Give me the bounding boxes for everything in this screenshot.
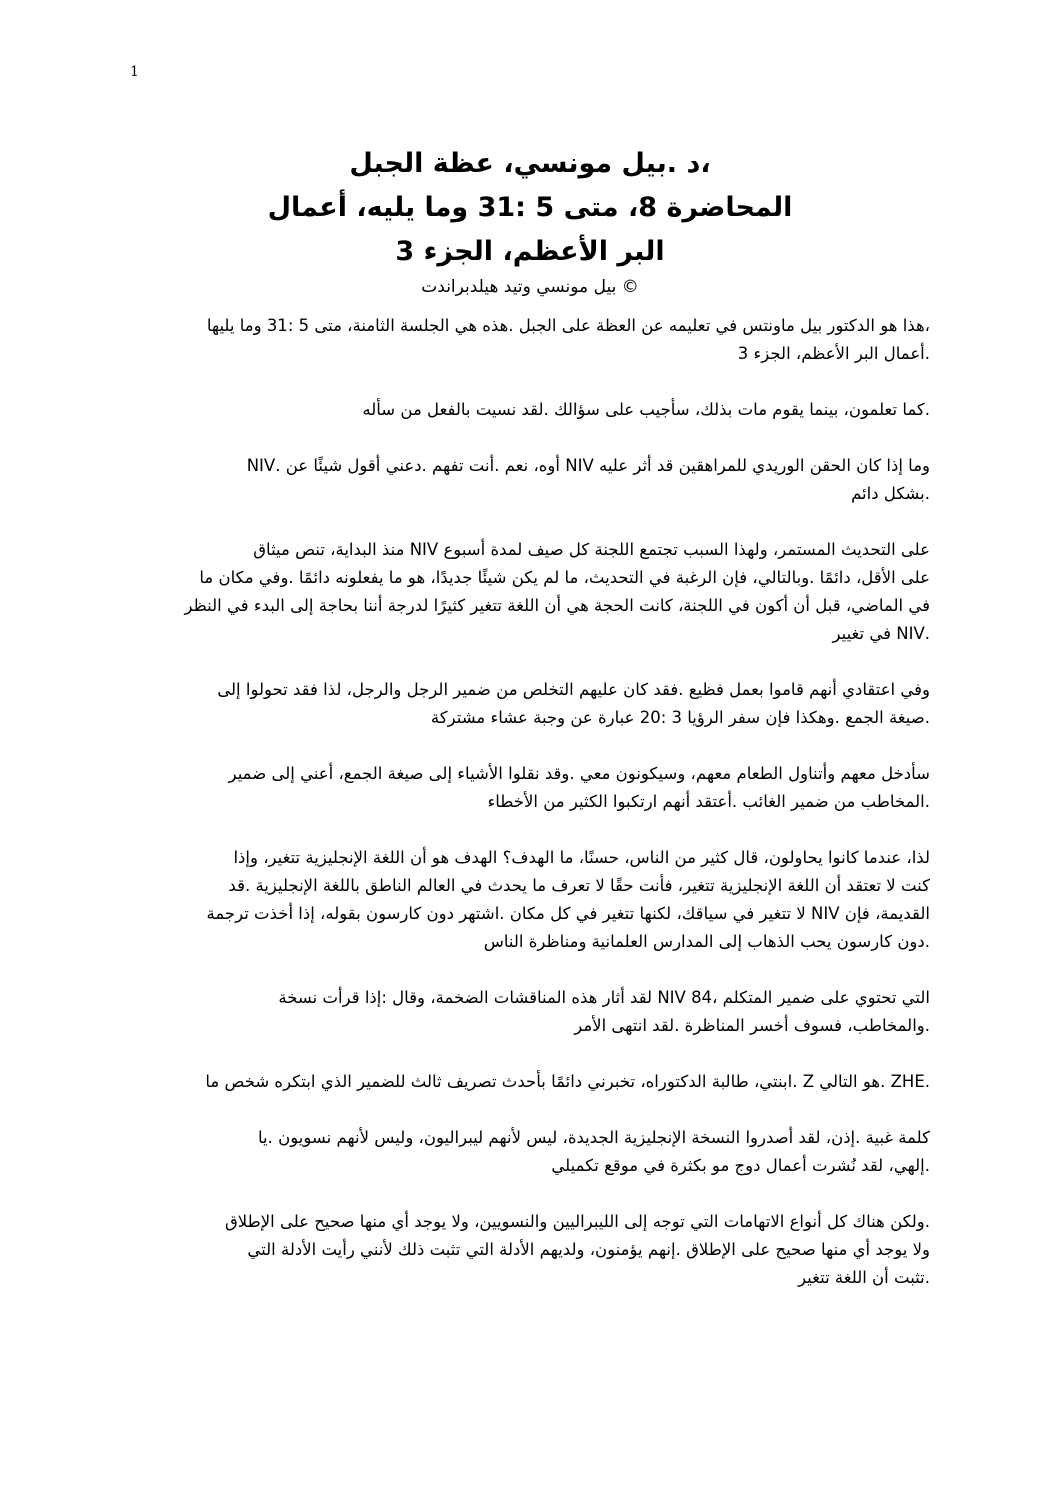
paragraph — [130, 396, 930, 424]
paragraph-line: التي تحتوي على ضمير المتكلم ،84 NIV لقد أثار هذه المناقشات الضخمة، وقال :إذا قرأت نسخة — [278, 988, 930, 1007]
title-line-2: المحاضرة 8، متى 5 :31 وما يليه، أعمال — [267, 192, 793, 223]
paragraph-line: .كما تعلمون، بينما يقوم مات بذلك، سأجيب على سؤالك .لقد نسيت بالفعل من سأله — [362, 400, 930, 419]
paragraph-line: لذا، عندما كانوا يحاولون، قال كثير من الناس، حسنًا، ما الهدف؟ الهدف هو أن اللغة الإنجليزية تتغير، وإذا — [233, 848, 930, 867]
paragraph-line: وفي اعتقادي أنهم قاموا بعمل فظيع .فقد كان عليهم التخلص من ضمير الرجل والرجل، لذا فقد تحولوا إلى — [217, 680, 930, 699]
paragraph — [130, 844, 930, 956]
paragraph — [130, 536, 930, 648]
paragraph-line: ولا يوجد أي منها صحيح على الإطلاق .إنهم يؤمنون، ولديهم الأدلة التي تثبت ذلك لأنني رأيت الأدلة التي — [247, 1240, 930, 1259]
paragraph — [130, 1068, 930, 1096]
paragraph-line: كنت لا تعتقد أن اللغة الإنجليزية تتغير، فأنت حقًا لا تعرف ما يحدث في العالم الناطق باللغة الإنجليزية .قد — [228, 876, 930, 895]
paragraph-line: .والمخاطب، فسوف أخسر المناظرة .لقد انتهى الأمر — [574, 1016, 930, 1035]
document-body — [130, 312, 930, 1320]
paragraph — [130, 452, 930, 508]
document-title — [120, 142, 940, 300]
paragraph-line: .دون كارسون يحب الذهاب إلى المدارس العلمانية ومناظرة الناس — [483, 932, 930, 951]
paragraph-line: ،هذا هو الدكتور بيل ماونتس في تعليمه عن العظة على الجبل .هذه هي الجلسة الثامنة، متى 5 :31 وما يليها — [206, 316, 930, 335]
page-number: 1 — [130, 64, 139, 80]
paragraph-line: .المخاطب من ضمير الغائب .أعتقد أنهم ارتكبوا الكثير من الأخطاء — [487, 792, 930, 811]
paragraph-line: في الماضي، قبل أن أكون في اللجنة، كانت الحجة هي أن اللغة تتغير كثيرًا لدرجة أننا بحاجة إلى البدء في النظر — [184, 596, 930, 615]
paragraph-line: على الأقل، دائمًا .وبالتالي، فإن الرغبة في التحديث، ما لم يكن شيئًا جديدًا، هو ما يفعلونه دائمًا .وفي مكان ما — [199, 568, 930, 587]
paragraph-line: .بشكل دائم — [851, 484, 930, 503]
paragraph-line: .صيغة الجمع .وهكذا فإن سفر الرؤيا 3 :20 عبارة عن وجبة عشاء مشتركة — [430, 708, 930, 727]
paragraph-line: .NIV في تغيير — [832, 624, 930, 643]
title-line-1: ،د .بيل مونسي، عظة الجبل — [349, 148, 711, 179]
paragraph-line: .إلهي، لقد نُشرت أعمال دوج مو بكثرة في موقع تكميلي — [551, 1156, 930, 1175]
copyright-subtitle: © بيل مونسي وتيد هيلدبراندت — [421, 277, 639, 297]
paragraph-line: .ZHE .هو التالي Z .ابنتي، طالبة الدكتوراه، تخبرني دائمًا بأحدث تصريف ثالث للضمير الذي ابتكره شخص ما — [205, 1072, 930, 1091]
paragraph-line: .أعمال البر الأعظم، الجزء 3 — [737, 344, 930, 363]
paragraph — [130, 312, 930, 368]
paragraph — [130, 984, 930, 1040]
paragraph-line: سأدخل معهم وأتناول الطعام معهم، وسيكونون معي .وقد نقلوا الأشياء إلى صيغة الجمع، أعني إلى ضمير — [228, 764, 930, 783]
paragraph-line: وما إذا كان الحقن الوريدي للمراهقين قد أثر عليه NIV أوه، نعم .أنت تفهم .دعني أقول شيئًا عن .NIV — [246, 456, 930, 475]
title-line-3: البر الأعظم، الجزء 3 — [395, 236, 665, 267]
paragraph — [130, 1124, 930, 1180]
paragraph-line: القديمة، فإن NIV لا تتغير في سياقك، لكنها تتغير في كل مكان .اشتهر دون كارسون بقوله، إذا أخذت ترجمة — [206, 904, 930, 923]
paragraph — [130, 760, 930, 816]
paragraph-line: كلمة غبية .إذن، لقد أصدروا النسخة الإنجليزية الجديدة، ليس لأنهم ليبراليون، وليس لأنهم نسويون .يا — [258, 1128, 930, 1147]
paragraph — [130, 1208, 930, 1292]
paragraph-line: على التحديث المستمر، ولهذا السبب تجتمع اللجنة كل صيف لمدة أسبوع NIV منذ البداية، تنص ميثاق — [253, 540, 930, 559]
paragraph — [130, 676, 930, 732]
paragraph-line: .ولكن هناك كل أنواع الاتهامات التي توجه إلى الليبراليين والنسويين، ولا يوجد أي منها صحيح على الإطلاق — [224, 1212, 930, 1231]
paragraph-line: .تثبت أن اللغة تتغير — [798, 1268, 930, 1287]
